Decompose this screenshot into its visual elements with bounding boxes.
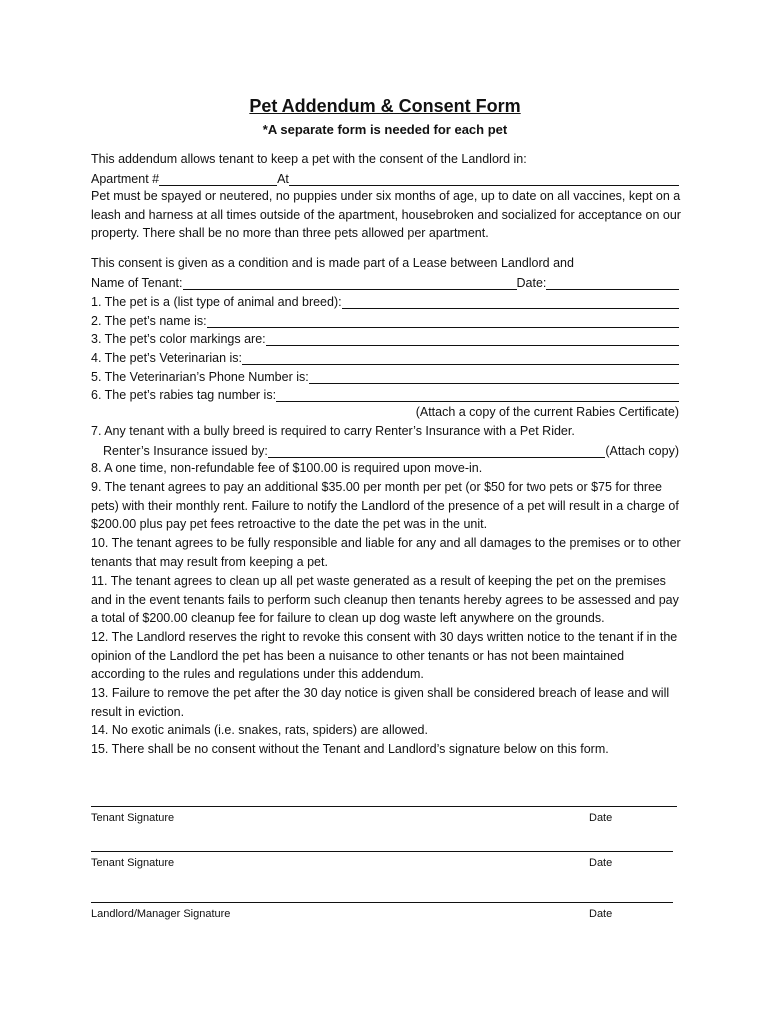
insurance-row <box>103 440 679 458</box>
item-8: 8. A one time, non-refundable fee of $100.00 is required upon move-in. <box>91 461 483 475</box>
item-2-row <box>91 310 679 328</box>
intro-line: This addendum allows tenant to keep a pet with the consent of the Landlord in: <box>91 152 527 166</box>
tenant-name-field[interactable] <box>183 275 517 290</box>
insurance-issuer-field[interactable] <box>268 443 605 458</box>
apartment-row <box>91 168 679 186</box>
item-1-label: 1. The pet is a (list type of animal and breed): <box>91 295 342 309</box>
rabies-tag-field[interactable] <box>276 387 679 402</box>
date-label-2: Date <box>589 857 613 869</box>
apartment-address-field[interactable] <box>289 171 679 186</box>
date-label-3: Date <box>589 908 613 920</box>
item-9: 9. The tenant agrees to pay an additional $35.00 per month per pet (or $50 for two pets or $75 for three pets) with their monthly rent. Failure to notify the Landlord of the presence of a pet will result in a charge of $200.00 plus pay pet fees retroactive to the date the pet was in the unit. <box>91 480 679 532</box>
item-5-row <box>91 366 679 384</box>
item-10: 10. The tenant agrees to be fully responsible and liable for any and all damages to the premises or to other tenants that may result from keeping a pet. <box>91 536 681 569</box>
color-markings-field[interactable] <box>266 331 679 346</box>
rabies-note: (Attach a copy of the current Rabies Certificate) <box>415 405 679 419</box>
landlord-signature-line[interactable] <box>91 902 673 903</box>
tenant-name-row <box>91 272 679 290</box>
item-14: 14. No exotic animals (i.e. snakes, rats, spiders) are allowed. <box>91 723 428 737</box>
item-6-row <box>91 384 679 402</box>
tenant-signature-label-1: Tenant Signature <box>91 812 175 824</box>
at-label: At <box>277 172 289 186</box>
animal-type-field[interactable] <box>342 294 679 309</box>
date-label: Date: <box>516 276 547 290</box>
pet-name-field[interactable] <box>207 313 679 328</box>
tenant-signature-line-1[interactable] <box>91 806 677 807</box>
consent-date-field[interactable] <box>546 275 679 290</box>
item-6-label: 6. The pet’s rabies tag number is: <box>91 388 277 402</box>
item-4-row <box>91 347 679 365</box>
vet-phone-field[interactable] <box>309 369 679 384</box>
item-1-row <box>91 291 679 309</box>
insurance-label: Renter’s Insurance issued by: <box>103 444 268 458</box>
attach-copy-note: (Attach copy) <box>605 444 679 458</box>
tenant-signature-label-2: Tenant Signature <box>91 857 175 869</box>
tenant-signature-line-2[interactable] <box>91 851 673 852</box>
pet-requirements: Pet must be spayed or neutered, no puppies under six months of age, up to date on all vaccines, kept on a leash and harness at all times outside of the apartment, housebroken and socialized for acceptance on our property. There shall be no more than three pets allowed per apartment. <box>91 189 681 241</box>
consent-line: This consent is given as a condition and is made part of a Lease between Landlord and <box>91 256 574 270</box>
item-15: 15. There shall be no consent without the Tenant and Landlord’s signature below on this form. <box>91 742 609 756</box>
apartment-label: Apartment # <box>91 172 160 186</box>
item-3-label: 3. The pet’s color markings are: <box>91 332 266 346</box>
item-4-label: 4. The pet’s Veterinarian is: <box>91 351 243 365</box>
item-3-row <box>91 328 679 346</box>
apartment-number-field[interactable] <box>159 171 277 186</box>
item-5-label: 5. The Veterinarian’s Phone Number is: <box>91 370 309 384</box>
landlord-signature-label: Landlord/Manager Signature <box>91 908 231 920</box>
veterinarian-field[interactable] <box>242 350 679 365</box>
form-title: Pet Addendum & Consent Form <box>249 96 521 116</box>
form-subtitle: *A separate form is needed for each pet <box>262 122 508 137</box>
item-11: 11. The tenant agrees to clean up all pet waste generated as a result of keeping the pet on the premises and in the event tenants fails to perform such cleanup then tenants hereby agrees to be assessed and pay a total of $200.00 cleanup fee for failure to clean up dog waste left anywhere on the grounds. <box>91 574 679 626</box>
item-7: 7. Any tenant with a bully breed is required to carry Renter’s Insurance with a Pet Rider. <box>91 424 575 438</box>
date-label-1: Date <box>589 812 613 824</box>
tenant-name-label: Name of Tenant: <box>91 276 183 290</box>
item-13: 13. Failure to remove the pet after the 30 day notice is given shall be considered breach of lease and will result in eviction. <box>91 686 670 719</box>
item-2-label: 2. The pet’s name is: <box>91 314 207 328</box>
item-12: 12. The Landlord reserves the right to revoke this consent with 30 days written notice to the tenant if in the opinion of the Landlord the pet has been a nuisance to other tenants or has not been maintained according to the rules and regulations under this addendum. <box>91 630 678 682</box>
